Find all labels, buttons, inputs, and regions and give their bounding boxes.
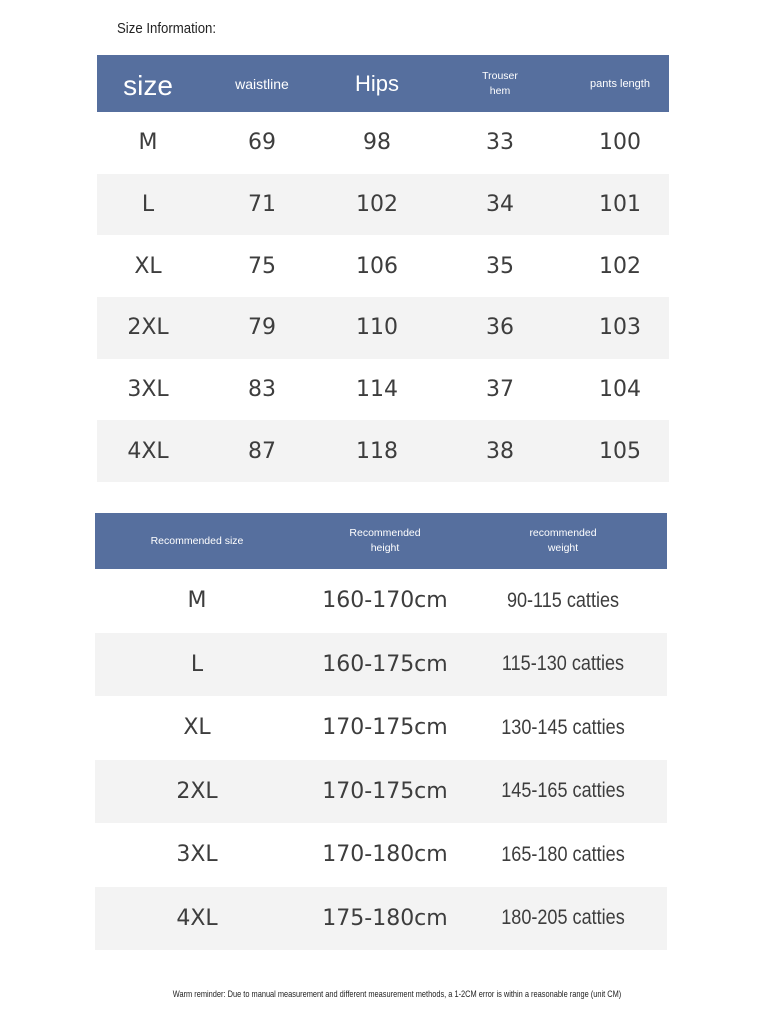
- size-cell: L: [190, 651, 204, 677]
- recommendation-table-header: [95, 513, 667, 569]
- hem-cell: 38: [486, 438, 514, 464]
- hem-cell: 37: [486, 377, 514, 403]
- header-recommended-weight: recommended weight: [529, 527, 597, 554]
- header-hips: Hips: [354, 70, 399, 96]
- hem-cell: 36: [486, 315, 514, 341]
- size-cell: XL: [183, 715, 211, 741]
- length-cell: 102: [599, 253, 641, 279]
- length-cell: 101: [599, 192, 641, 218]
- recommendation-table: [95, 513, 667, 950]
- table-row: [97, 297, 669, 359]
- table-row: [97, 235, 669, 297]
- header-waistline: waistline: [235, 75, 289, 92]
- length-cell: 100: [599, 130, 641, 156]
- weight-cell: 180-205 catties: [501, 906, 625, 930]
- header-trouser-hem: Trouser hem: [482, 69, 518, 97]
- waistline-cell: 83: [248, 377, 276, 403]
- size-cell: 3XL: [127, 377, 169, 403]
- hips-cell: 114: [356, 377, 398, 403]
- size-cell: L: [141, 192, 155, 218]
- header-recommended-height: Recommended height: [349, 527, 421, 554]
- table-row: [95, 760, 667, 824]
- weight-cell: 90-115 catties: [506, 588, 620, 612]
- height-cell: 170-175cm: [322, 778, 448, 804]
- hips-cell: 110: [356, 315, 398, 341]
- waistline-cell: 71: [248, 192, 276, 218]
- hem-cell: 34: [486, 192, 514, 218]
- weight-cell: 165-180 catties: [501, 842, 625, 866]
- height-cell: 160-175cm: [322, 651, 448, 677]
- measurement-note: Warm reminder: Due to manual measurement and different measurement methods, a 1-2CM error is within a reasonable range (unit CM): [172, 989, 622, 1000]
- length-cell: 105: [599, 438, 641, 464]
- waistline-cell: 75: [248, 253, 276, 279]
- size-cell: M: [138, 130, 158, 156]
- hem-cell: 35: [486, 253, 514, 279]
- length-cell: 104: [599, 377, 641, 403]
- table-row: [95, 696, 667, 760]
- table-row: [95, 569, 667, 633]
- hips-cell: 102: [356, 192, 398, 218]
- weight-cell: 130-145 catties: [501, 715, 625, 739]
- header-size: size: [123, 69, 173, 101]
- table-row: [97, 174, 669, 236]
- size-cell: M: [187, 588, 207, 614]
- weight-cell: 145-165 catties: [501, 779, 625, 803]
- hips-cell: 106: [356, 253, 398, 279]
- hips-cell: 98: [363, 130, 391, 156]
- size-table-header: [97, 55, 669, 112]
- height-cell: 170-180cm: [322, 842, 448, 868]
- table-row: [95, 633, 667, 697]
- waistline-cell: 87: [248, 438, 276, 464]
- size-cell: XL: [134, 253, 162, 279]
- size-cell: 2XL: [127, 315, 169, 341]
- height-cell: 160-170cm: [322, 588, 448, 614]
- table-row: [97, 112, 669, 174]
- weight-cell: 115-130 catties: [501, 652, 625, 676]
- header-pants-length: pants length: [590, 77, 650, 90]
- table-row: [95, 823, 667, 887]
- size-cell: 3XL: [176, 842, 218, 868]
- table-row: [97, 420, 669, 482]
- table-row: [97, 359, 669, 421]
- waistline-cell: 79: [248, 315, 276, 341]
- hem-cell: 33: [486, 130, 514, 156]
- table-row: [95, 887, 667, 951]
- height-cell: 175-180cm: [322, 905, 448, 931]
- size-cell: 4XL: [176, 905, 218, 931]
- hips-cell: 118: [356, 438, 398, 464]
- size-table: [97, 55, 669, 482]
- size-cell: 4XL: [127, 438, 169, 464]
- waistline-cell: 69: [248, 130, 276, 156]
- header-recommended-size: Recommended size: [150, 534, 244, 547]
- section-heading: Size Information:: [117, 20, 217, 37]
- length-cell: 103: [599, 315, 641, 341]
- size-cell: 2XL: [176, 778, 218, 804]
- height-cell: 170-175cm: [322, 715, 448, 741]
